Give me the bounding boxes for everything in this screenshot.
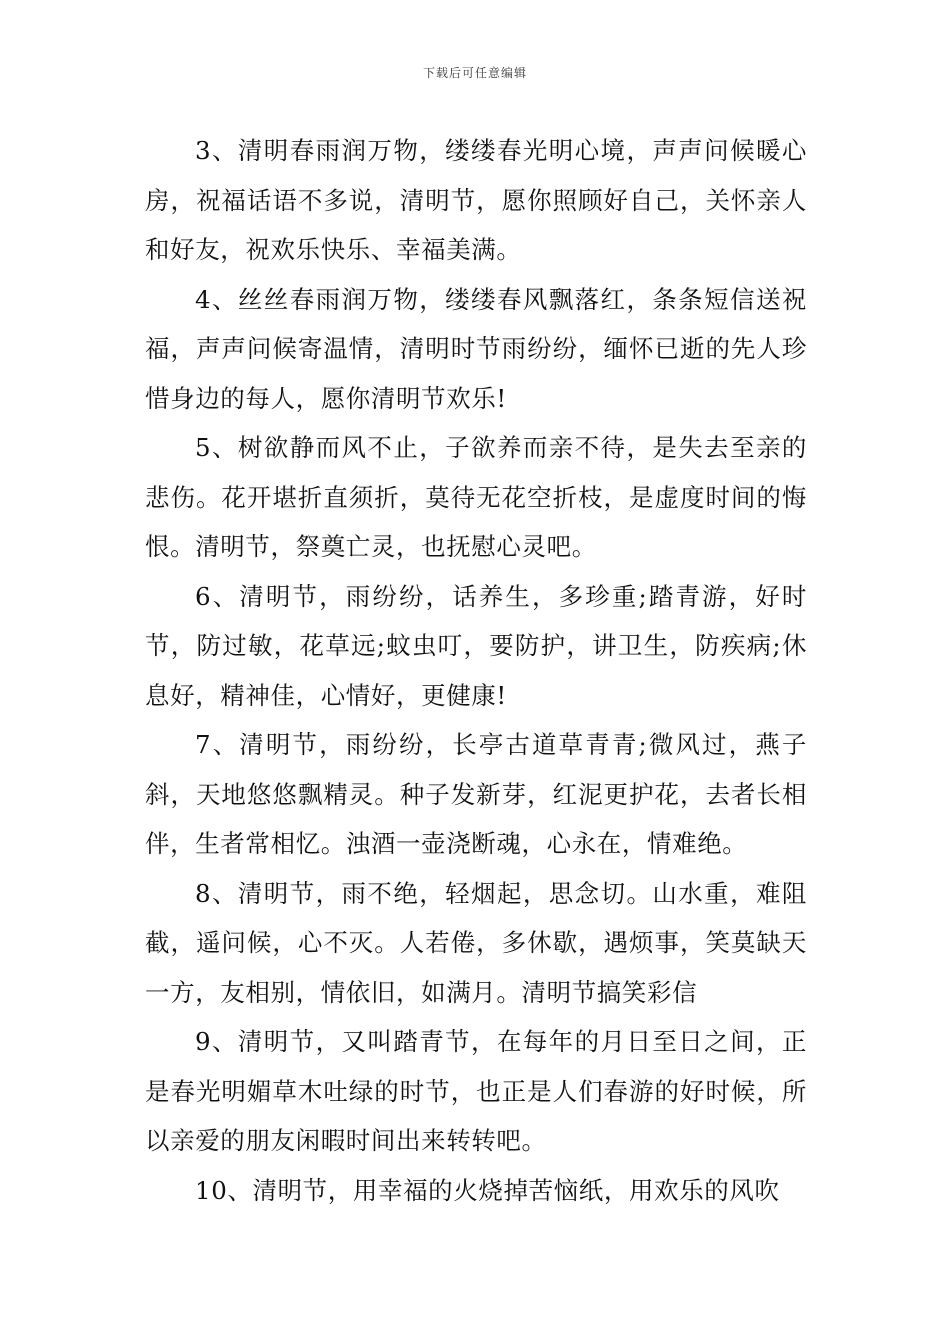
- paragraph-3: 3、清明春雨润万物，缕缕春光明心境，声声问候暖心房，祝福话语不多说，清明节，愿你照顾好自己，关怀亲人和好友，祝欢乐快乐、幸福美满。: [145, 136, 807, 264]
- paragraph-7: 7、清明节，雨纷纷，长亭古道草青青;微风过，燕子斜，天地悠悠飘精灵。种子发新芽，红泥更护花，去者长相伴，生者常相忆。浊酒一壶浇断魂，心永在，情难绝。: [145, 730, 807, 858]
- document-body: [145, 126, 807, 1215]
- paragraph-9: 9、清明节，又叫踏青节，在每年的月日至日之间，正是春光明媚草木吐绿的时节，也正是人们春游的好时候，所以亲爱的朋友闲暇时间出来转转吧。: [145, 1027, 807, 1155]
- paragraph-4: 4、丝丝春雨润万物，缕缕春风飘落红，条条短信送祝福，声声问候寄温情，清明时节雨纷纷，缅怀已逝的先人珍惜身边的每人，愿你清明节欢乐!: [145, 284, 807, 413]
- paragraph-5: 5、树欲静而风不止，子欲养而亲不待，是失去至亲的悲伤。花开堪折直须折，莫待无花空折枝，是虚度时间的悔恨。清明节，祭奠亡灵，也抚慰心灵吧。: [145, 433, 807, 561]
- paragraph-6: 6、清明节，雨纷纷，话养生，多珍重;踏青游，好时节，防过敏，花草远;蚊虫叮，要防护，讲卫生，防疾病;休息好，精神佳，心情好，更健康!: [145, 581, 807, 710]
- page-header: 下载后可任意编辑: [422, 66, 527, 80]
- paragraph-8: 8、清明节，雨不绝，轻烟起，思念切。山水重，难阻截，遥问候，心不灭。人若倦，多休歇，遇烦事，笑莫缺天一方，友相别，情依旧，如满月。清明节搞笑彩信: [145, 878, 807, 1007]
- paragraph-10: 10、清明节，用幸福的火烧掉苦恼纸，用欢乐的风吹: [195, 1175, 780, 1205]
